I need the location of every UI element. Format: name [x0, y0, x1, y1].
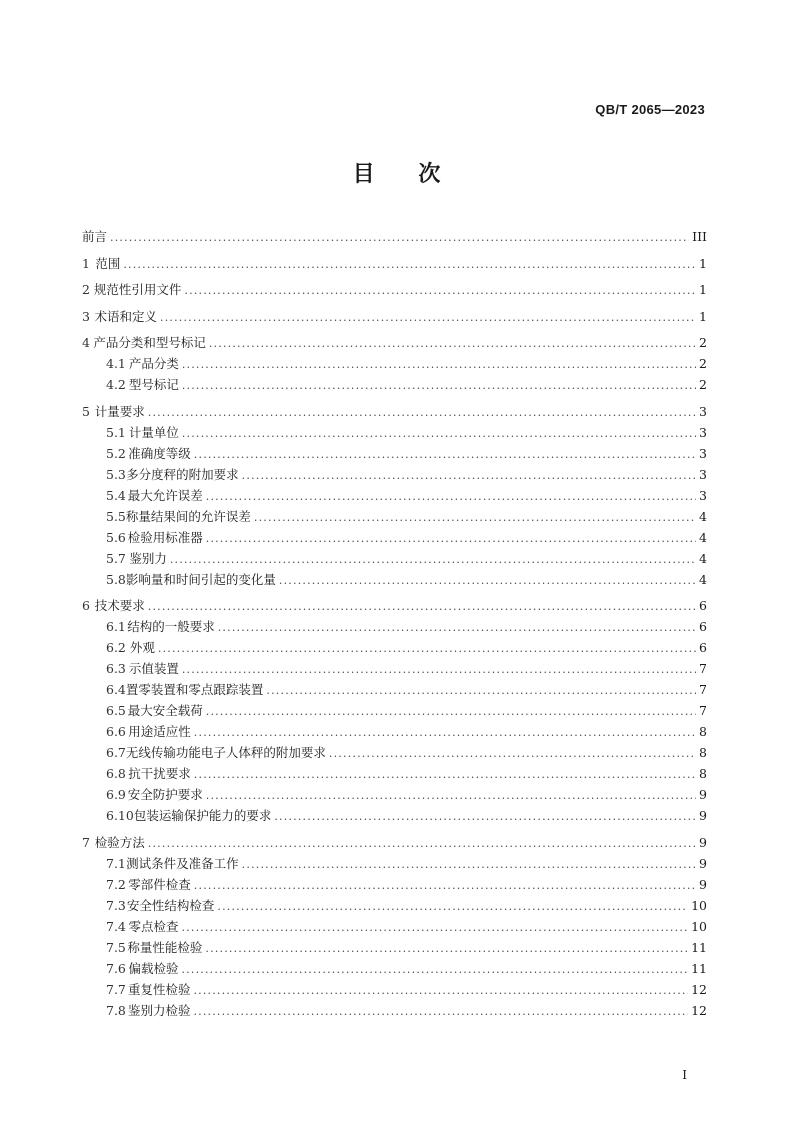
toc-entry-number: 6.5 [106, 703, 126, 718]
toc-dot-leader [279, 570, 696, 591]
toc-entry-number: 6.3 [106, 661, 126, 676]
toc-entry-label: 计量要求 [94, 403, 145, 419]
toc-dot-leader [193, 980, 688, 1001]
toc-entry-page: 9 [699, 876, 707, 892]
toc-entry-number: 6.2 [106, 640, 126, 655]
toc-entry-number: 2 [82, 282, 90, 297]
toc-entry-label: 示值装置 [128, 661, 179, 676]
toc-entry-page: 8 [699, 724, 707, 739]
toc-entry-page: 2 [699, 356, 707, 371]
toc-entry-page: 12 [691, 1002, 707, 1018]
toc-entry-number: 5.7 [106, 550, 126, 566]
toc-entry[interactable] [82, 958, 707, 979]
toc-entry-label: 准确度等级 [128, 445, 191, 461]
toc-entry-number: 6.8 [106, 766, 126, 781]
toc-entry-number: 7.3 [106, 897, 126, 913]
toc-entry-label: 多分度秤的附加要求 [126, 466, 239, 482]
toc-entry-number: 5.4 [106, 487, 126, 503]
toc-entry-number: 6.4 [106, 682, 126, 697]
toc-dot-leader [170, 549, 696, 570]
toc-entry-page: 7 [699, 682, 707, 697]
toc-entry-label: 重复性检验 [127, 981, 191, 997]
toc-entry-page: 12 [691, 981, 707, 997]
toc-entry-label: 零点检查 [128, 918, 179, 934]
toc-entry-label: 最大允许误差 [127, 487, 203, 503]
toc-entry[interactable] [82, 916, 707, 937]
toc-entry[interactable] [82, 569, 707, 590]
toc-dot-leader [194, 875, 696, 896]
toc-entry-label: 偏载检验 [128, 960, 179, 976]
toc-dot-leader [194, 722, 696, 743]
toc-entry-page: 3 [699, 424, 707, 440]
toc-entry-page: 4 [699, 571, 707, 587]
toc-entry-label: 称量性能检验 [127, 939, 203, 955]
toc-entry-number: 7.2 [106, 876, 126, 892]
toc-entry-label: 检验方法 [94, 834, 145, 850]
toc-entry-number: 7.4 [106, 918, 126, 934]
toc-dot-leader [148, 596, 696, 617]
toc-entry[interactable] [82, 253, 707, 274]
toc-entry-page: 7 [699, 703, 707, 718]
toc-entry-page: 8 [699, 745, 707, 760]
toc-entry-label: 范围 [95, 255, 121, 271]
toc-dot-leader [194, 764, 696, 785]
toc-dot-leader [218, 617, 696, 638]
toc-entry-label: 检验用标准器 [127, 529, 203, 545]
toc-entry-label: 零部件检查 [128, 876, 191, 892]
toc-entry[interactable] [82, 658, 707, 679]
toc-entry[interactable] [82, 595, 707, 616]
toc-entry-number: 6.7 [106, 745, 126, 760]
toc-dot-leader [205, 938, 688, 959]
table-of-contents [82, 226, 707, 1021]
toc-dot-leader [184, 280, 696, 301]
toc-entry-number: 7.7 [106, 981, 126, 997]
toc-entry[interactable] [82, 374, 707, 395]
toc-entry[interactable] [82, 616, 707, 637]
toc-entry-page: 1 [699, 308, 707, 324]
toc-entry-number: 6.1 [106, 619, 126, 634]
toc-entry-label: 计量单位 [128, 424, 179, 440]
toc-entry-label: 产品分类 [128, 356, 179, 371]
toc-dot-leader [329, 743, 696, 764]
toc-dot-leader [254, 507, 696, 528]
toc-entry[interactable] [82, 874, 707, 895]
toc-entry-number: 4 [82, 335, 90, 350]
toc-entry[interactable] [82, 979, 707, 1000]
toc-entry-label: 术语和定义 [94, 308, 157, 324]
toc-entry[interactable] [82, 832, 707, 853]
toc-entry-number: 4.1 [106, 356, 126, 371]
toc-entry-label: 型号标记 [128, 377, 179, 392]
toc-entry[interactable] [82, 422, 707, 443]
toc-entry[interactable] [82, 700, 707, 721]
toc-entry-label: 影响量和时间引起的变化量 [125, 571, 276, 587]
toc-dot-leader [182, 354, 696, 375]
toc-entry-page: 4 [699, 550, 707, 566]
toc-entry-label: 外观 [129, 640, 155, 655]
toc-dot-leader [206, 528, 696, 549]
toc-entry-page: 8 [699, 766, 707, 781]
toc-dot-leader [242, 854, 696, 875]
toc-entry-number: 5 [82, 403, 90, 419]
toc-entry[interactable] [82, 805, 707, 826]
toc-entry-label: 最大安全载荷 [127, 703, 203, 718]
toc-entry-page: 7 [699, 661, 707, 676]
toc-entry-page: 1 [699, 282, 707, 297]
toc-entry-label: 测试条件及准备工作 [126, 855, 239, 871]
toc-dot-leader [206, 486, 696, 507]
toc-entry[interactable] [82, 443, 707, 464]
toc-dot-leader [181, 917, 688, 938]
toc-entry[interactable] [82, 637, 707, 658]
toc-dot-leader [123, 254, 696, 275]
toc-dot-leader [194, 444, 696, 465]
toc-entry[interactable] [82, 548, 707, 569]
toc-entry[interactable] [82, 226, 707, 247]
toc-entry-page: 4 [699, 529, 707, 545]
toc-entry[interactable] [82, 721, 707, 742]
toc-dot-leader [206, 701, 696, 722]
toc-entry[interactable] [82, 763, 707, 784]
toc-entry-label: 规范性引用文件 [93, 282, 182, 297]
toc-entry-label: 鉴别力 [129, 550, 167, 566]
toc-dot-leader [110, 227, 689, 248]
toc-entry-number: 7 [82, 834, 90, 850]
toc-entry-page: 1 [699, 255, 707, 271]
toc-dot-leader [182, 423, 696, 444]
toc-entry-number: 7.8 [106, 1002, 126, 1018]
toc-entry[interactable] [82, 353, 707, 374]
toc-entry-number: 6 [82, 598, 90, 613]
toc-entry[interactable] [82, 527, 707, 548]
toc-entry[interactable] [82, 332, 707, 353]
toc-entry-label: 鉴别力检验 [127, 1002, 191, 1018]
toc-dot-leader [181, 959, 688, 980]
toc-entry[interactable] [82, 401, 707, 422]
toc-entry-number: 5.6 [106, 529, 126, 545]
toc-entry-page: 3 [699, 403, 707, 419]
toc-dot-leader [148, 402, 696, 423]
toc-entry-number: 7.6 [106, 960, 126, 976]
toc-dot-leader [274, 806, 696, 827]
page-number: I [682, 1068, 687, 1082]
toc-entry[interactable] [82, 679, 707, 700]
toc-entry-page: 4 [699, 508, 707, 524]
toc-entry-number: 5.8 [106, 571, 126, 587]
toc-entry-label: 用途适应性 [128, 724, 191, 739]
toc-entry-number: 7.1 [106, 855, 126, 871]
toc-entry-label: 结构的一般要求 [127, 619, 215, 634]
toc-entry-label: 称量结果间的允许误差 [125, 508, 251, 524]
toc-dot-leader [209, 333, 696, 354]
toc-entry-page: 6 [699, 598, 707, 613]
toc-entry-label: 抗干扰要求 [128, 766, 191, 781]
toc-entry-page: 6 [699, 640, 707, 655]
toc-entry-number: 1 [82, 255, 90, 271]
toc-entry[interactable] [82, 853, 707, 874]
toc-dot-leader [242, 465, 696, 486]
toc-entry[interactable] [82, 485, 707, 506]
toc-entry-page: 9 [699, 808, 707, 823]
toc-entry-label: 包装运输保护能力的要求 [133, 808, 272, 823]
toc-entry-number: 7.5 [106, 939, 126, 955]
toc-entry-number: 6.6 [106, 724, 126, 739]
page-title: 目 次 [352, 161, 459, 187]
toc-entry[interactable] [82, 464, 707, 485]
toc-entry[interactable] [82, 784, 707, 805]
toc-entry-number: 5.5 [106, 508, 126, 524]
toc-entry-page: III [692, 229, 707, 244]
toc-dot-leader [193, 1001, 688, 1022]
toc-dot-leader [206, 785, 696, 806]
toc-entry[interactable] [82, 506, 707, 527]
toc-dot-leader [148, 833, 696, 854]
toc-entry-page: 3 [699, 445, 707, 461]
toc-entry-number: 3 [82, 308, 90, 324]
toc-entry[interactable] [82, 1000, 707, 1021]
toc-dot-leader [182, 375, 696, 396]
toc-entry-number: 5.3 [106, 466, 126, 482]
toc-entry-label: 置零装置和零点跟踪装置 [125, 682, 264, 697]
toc-entry[interactable] [82, 937, 707, 958]
toc-entry-page: 11 [691, 960, 707, 976]
toc-entry-label: 安全性结构检查 [126, 897, 215, 913]
toc-entry-page: 9 [699, 834, 707, 850]
toc-entry-label: 无线传输功能电子人体秤的附加要求 [125, 745, 326, 760]
toc-entry-number: 5.1 [106, 424, 126, 440]
toc-entry-label: 产品分类和型号标记 [93, 335, 206, 350]
toc-entry-page: 11 [691, 939, 707, 955]
toc-dot-leader [217, 896, 688, 917]
toc-entry-page: 2 [699, 335, 707, 350]
toc-entry-number: 4.2 [106, 377, 126, 392]
toc-entry-number: 5.2 [106, 445, 126, 461]
toc-entry[interactable] [82, 306, 707, 327]
toc-entry[interactable] [82, 742, 707, 763]
toc-entry-number: 6.10 [106, 808, 134, 823]
toc-entry[interactable] [82, 895, 707, 916]
toc-entry-page: 2 [699, 377, 707, 392]
toc-entry-label: 技术要求 [94, 598, 145, 613]
toc-entry-page: 6 [699, 619, 707, 634]
toc-entry-page: 3 [699, 487, 707, 503]
toc-entry-number: 6.9 [106, 787, 126, 802]
toc-entry[interactable] [82, 279, 707, 300]
toc-entry-page: 9 [699, 855, 707, 871]
toc-dot-leader [160, 307, 696, 328]
toc-entry-page: 3 [699, 466, 707, 482]
toc-dot-leader [266, 680, 696, 701]
standard-code: QB/T 2065—2023 [595, 102, 705, 117]
toc-dot-leader [158, 638, 696, 659]
toc-entry-label: 前言 [82, 229, 108, 244]
toc-entry-page: 10 [691, 918, 707, 934]
toc-dot-leader [182, 659, 696, 680]
toc-entry-label: 安全防护要求 [127, 787, 203, 802]
toc-entry-page: 9 [699, 787, 707, 802]
toc-entry-page: 10 [691, 897, 707, 913]
